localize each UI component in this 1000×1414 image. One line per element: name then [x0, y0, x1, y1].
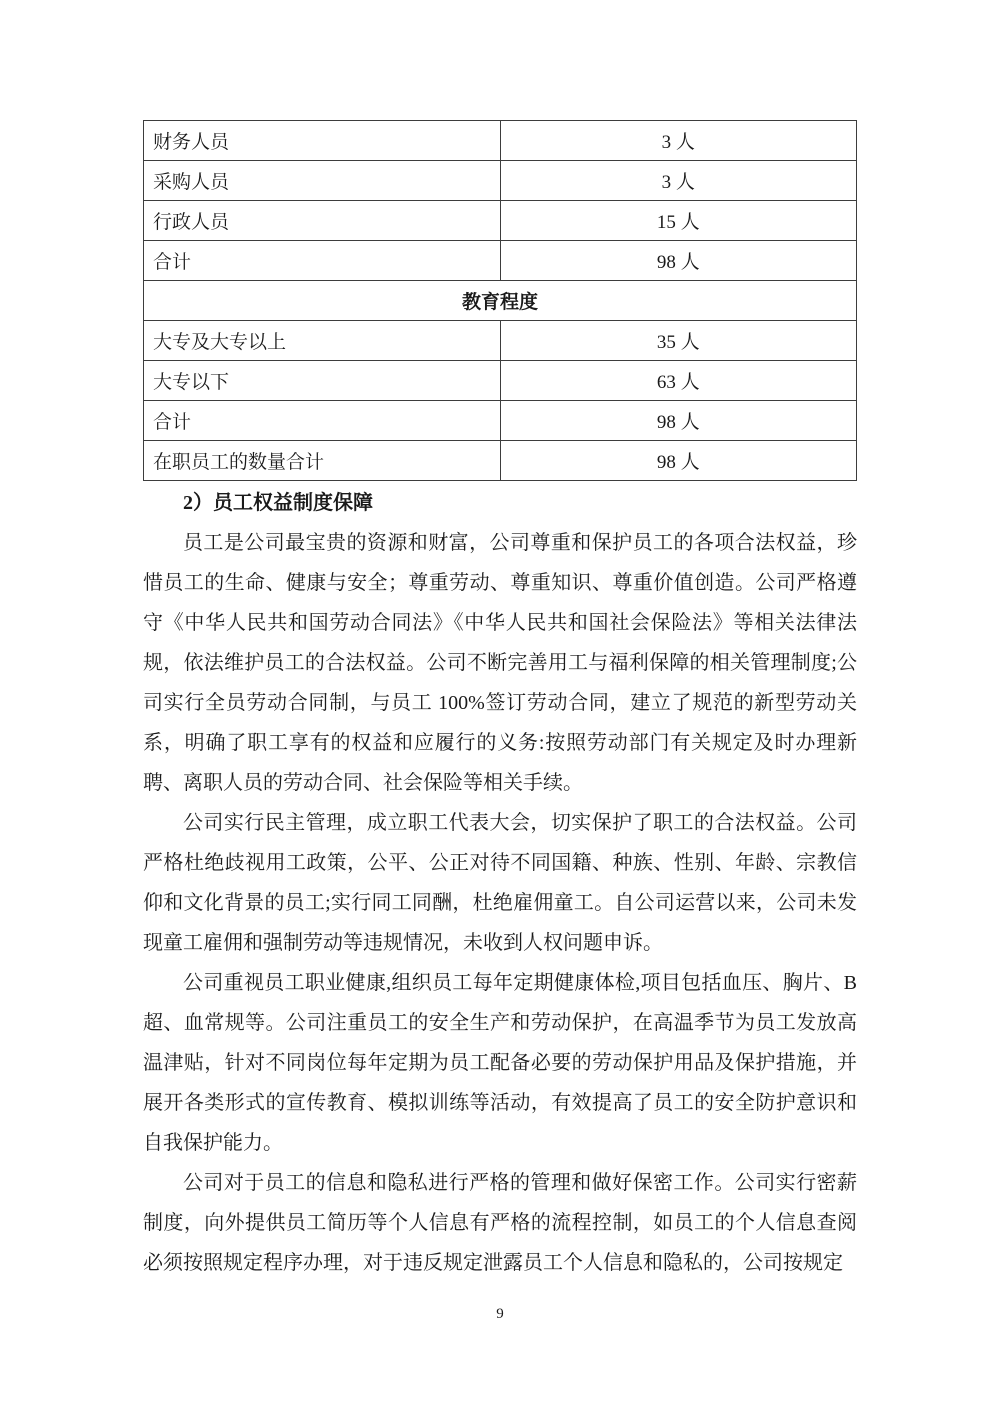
- section-header-cell: 教育程度: [144, 281, 857, 321]
- table-row: [144, 241, 857, 281]
- section-heading: 2）员工权益制度保障: [183, 492, 373, 514]
- row-label: 合计: [144, 241, 501, 281]
- table-section-header-row: [144, 281, 857, 321]
- table-row: [144, 401, 857, 441]
- paragraph-employee-rights: 员工是公司最宝贵的资源和财富，公司尊重和保护员工的各项合法权益，珍惜员工的生命、健康与安全；尊重劳动、尊重知识、尊重价值创造。公司严格遵守《中华人民共和国劳动合同法》《中华人民共和国社会保险法》等相关法律法规，依法维护员工的合法权益。公司不断完善用工与福利保障的相关管理制度;公司实行全员劳动合同制，与员工 100%签订劳动合同，建立了规范的新型劳动关系，明确了职工享有的权益和应履行的义务:按照劳动部门有关规定及时办理新聘、离职人员的劳动合同、社会保险等相关手续。: [143, 532, 857, 794]
- row-value: 35 人: [500, 321, 857, 361]
- row-value: 98 人: [500, 401, 857, 441]
- paragraph-occupational-health: 公司重视员工职业健康,组织员工每年定期健康体检,项目包括血压、胸片、B 超、血常规等。公司注重员工的安全生产和劳动保护，在高温季节为员工发放高温津贴，针对不同岗位每年定期为员工配备必要的劳动保护用品及保护措施，并展开各类形式的宣传教育、模拟训练等活动，有效提高了员工的安全防护意识和自我保护能力。: [143, 972, 857, 1154]
- row-value: 3 人: [500, 161, 857, 201]
- row-label: 财务人员: [144, 121, 501, 161]
- row-label: 采购人员: [144, 161, 501, 201]
- row-label: 大专以下: [144, 361, 501, 401]
- row-label: 在职员工的数量合计: [144, 441, 501, 481]
- row-value: 98 人: [500, 241, 857, 281]
- row-value: 63 人: [500, 361, 857, 401]
- employee-statistics-table: [143, 120, 857, 481]
- row-value: 15 人: [500, 201, 857, 241]
- row-label: 行政人员: [144, 201, 501, 241]
- paragraph-democratic-management: 公司实行民主管理，成立职工代表大会，切实保护了职工的合法权益。公司严格杜绝歧视用工政策，公平、公正对待不同国籍、种族、性别、年龄、宗教信仰和文化背景的员工;实行同工同酬，杜绝雇佣童工。自公司运营以来，公司未发现童工雇佣和强制劳动等违规情况，未收到人权问题申诉。: [143, 812, 857, 954]
- page-number: 9: [496, 1306, 504, 1322]
- table-row: [144, 321, 857, 361]
- table-row: [144, 201, 857, 241]
- table-row: [144, 441, 857, 481]
- row-value: 98 人: [500, 441, 857, 481]
- table-row: [144, 161, 857, 201]
- paragraph-privacy-protection: 公司对于员工的信息和隐私进行严格的管理和做好保密工作。公司实行密薪制度，向外提供员工简历等个人信息有严格的流程控制，如员工的个人信息查阅必须按照规定程序办理，对于违反规定泄露员工个人信息和隐私的，公司按规定: [143, 1172, 857, 1274]
- row-value: 3 人: [500, 121, 857, 161]
- document-body: [143, 483, 857, 1283]
- table-row: [144, 361, 857, 401]
- row-label: 合计: [144, 401, 501, 441]
- row-label: 大专及大专以上: [144, 321, 501, 361]
- table-row: [144, 121, 857, 161]
